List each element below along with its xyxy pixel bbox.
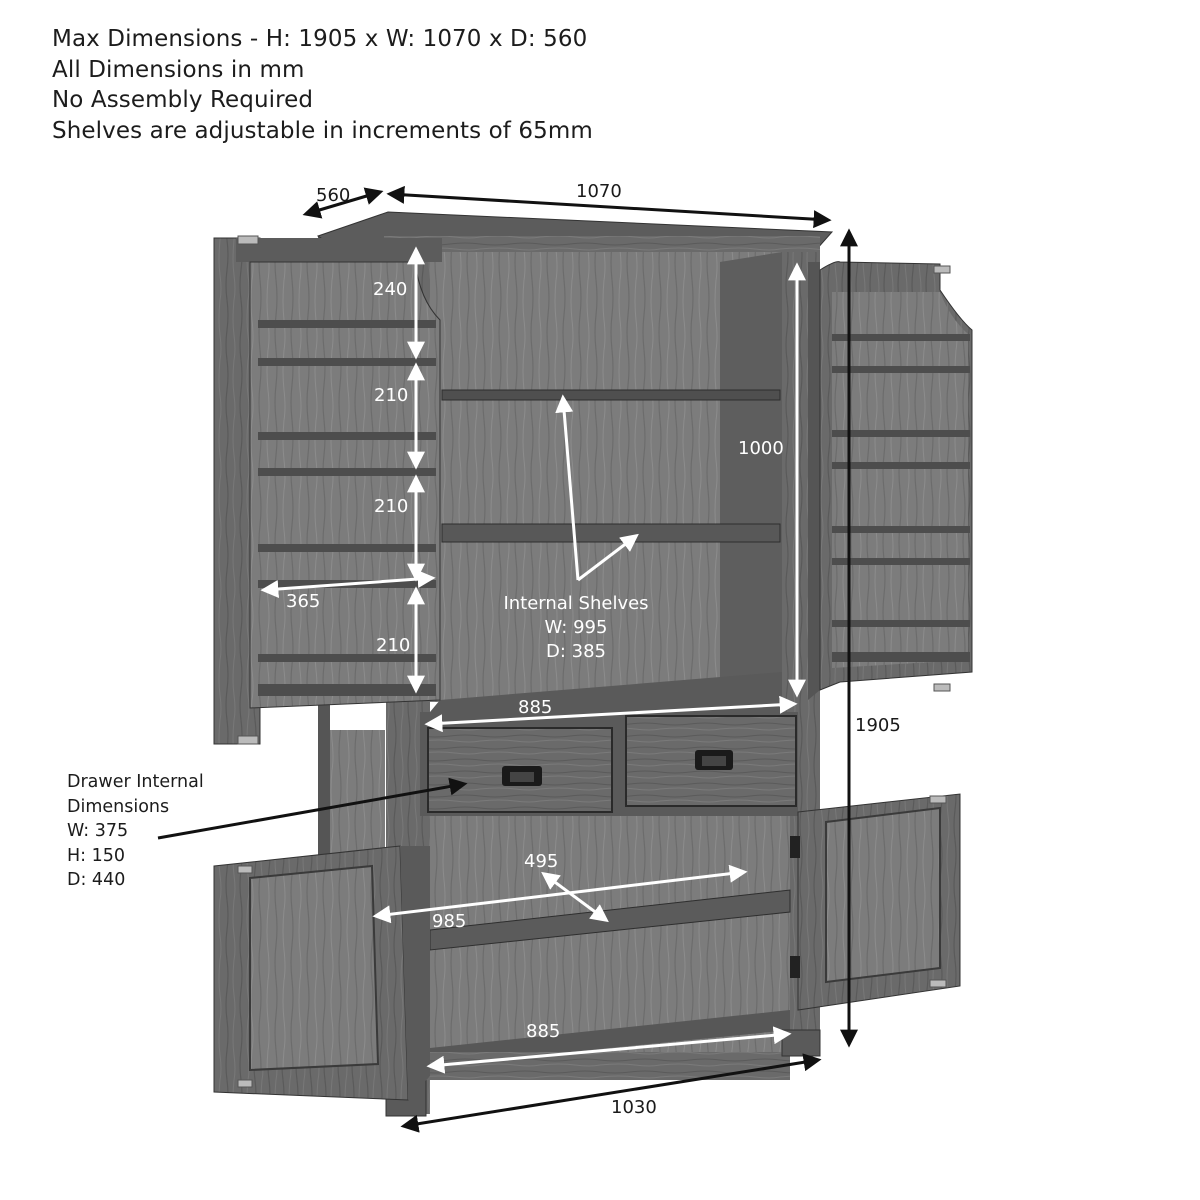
label-depth-top: 560	[316, 185, 351, 206]
drawer-callout-width: W: 375	[67, 821, 129, 841]
label-lower-floor: 885	[526, 1021, 561, 1042]
lower-right-door	[790, 794, 960, 1010]
door-rack-rail	[258, 544, 436, 552]
label-internal-shelves-title: Internal Shelves	[503, 593, 649, 614]
hinge-icon	[930, 796, 946, 803]
label-upper-floor: 885	[518, 697, 553, 718]
spec-assembly: No Assembly Required	[52, 87, 314, 113]
upper-left-door	[214, 236, 442, 744]
label-internal-shelves-width: W: 995	[544, 617, 608, 638]
hinge-icon	[238, 1080, 252, 1087]
label-height-total: 1905	[855, 715, 901, 736]
drawer-left-handle	[502, 766, 542, 786]
door-rack-rail	[832, 366, 970, 373]
hinge-icon	[790, 836, 800, 858]
upper-interior-right-wall	[720, 252, 782, 700]
door-rack-rail	[258, 432, 436, 440]
drawer-callout-depth: D: 440	[67, 870, 126, 890]
label-lower-shelf-depth: 495	[524, 851, 559, 872]
drawer-callout-title: Drawer Internal	[67, 772, 204, 792]
door-rack-rail	[832, 430, 970, 437]
label-rack-width: 365	[286, 591, 321, 612]
hinge-icon	[238, 866, 252, 873]
hinge-icon	[238, 236, 258, 244]
plinth-front	[420, 1052, 790, 1080]
label-rack-2: 210	[374, 385, 409, 406]
hinge-icon	[238, 736, 258, 744]
door-rack-rail	[258, 320, 436, 328]
hinge-icon	[790, 956, 800, 978]
lower-left-door	[214, 846, 430, 1100]
label-rack-4: 210	[376, 635, 411, 656]
label-internal-height: 1000	[738, 438, 784, 459]
door-rack-rail	[832, 462, 970, 469]
door-rack-rail	[258, 468, 436, 476]
label-rack-3: 210	[374, 496, 409, 517]
door-rack-rail	[832, 558, 970, 565]
door-rack-rail	[832, 334, 970, 341]
door-rack-rail	[832, 620, 970, 627]
hinge-icon	[934, 266, 950, 273]
label-base-width: 1030	[611, 1097, 657, 1118]
hinge-icon	[930, 980, 946, 987]
label-rack-1: 240	[373, 279, 408, 300]
spec-shelf-increments: Shelves are adjustable in increments of 65mm	[52, 117, 593, 144]
drawer-right-handle	[695, 750, 733, 770]
drawer-callout-subtitle: Dimensions	[67, 796, 170, 817]
drawer-callout-height: H: 150	[67, 845, 126, 866]
upper-shelf-1	[442, 390, 780, 400]
door-rack-rail	[258, 684, 436, 696]
label-lower-shelf-width: 985	[432, 911, 467, 932]
door-rack-rail	[832, 526, 970, 533]
label-internal-shelves-depth: D: 385	[545, 641, 607, 662]
hinge-icon	[934, 684, 950, 691]
drawer-internal-callout	[67, 770, 204, 893]
door-rack-rail	[832, 652, 970, 662]
upper-shelf-2	[442, 524, 780, 542]
spec-units: All Dimensions in mm	[52, 56, 305, 83]
door-rack-rail	[258, 358, 436, 366]
spec-max-dimensions: Max Dimensions - H: 1905 x W: 1070 x D: 560	[52, 26, 588, 52]
cabinet-top-front-edge	[384, 236, 820, 252]
label-width-top: 1070	[576, 181, 622, 202]
upper-right-door	[808, 262, 972, 700]
